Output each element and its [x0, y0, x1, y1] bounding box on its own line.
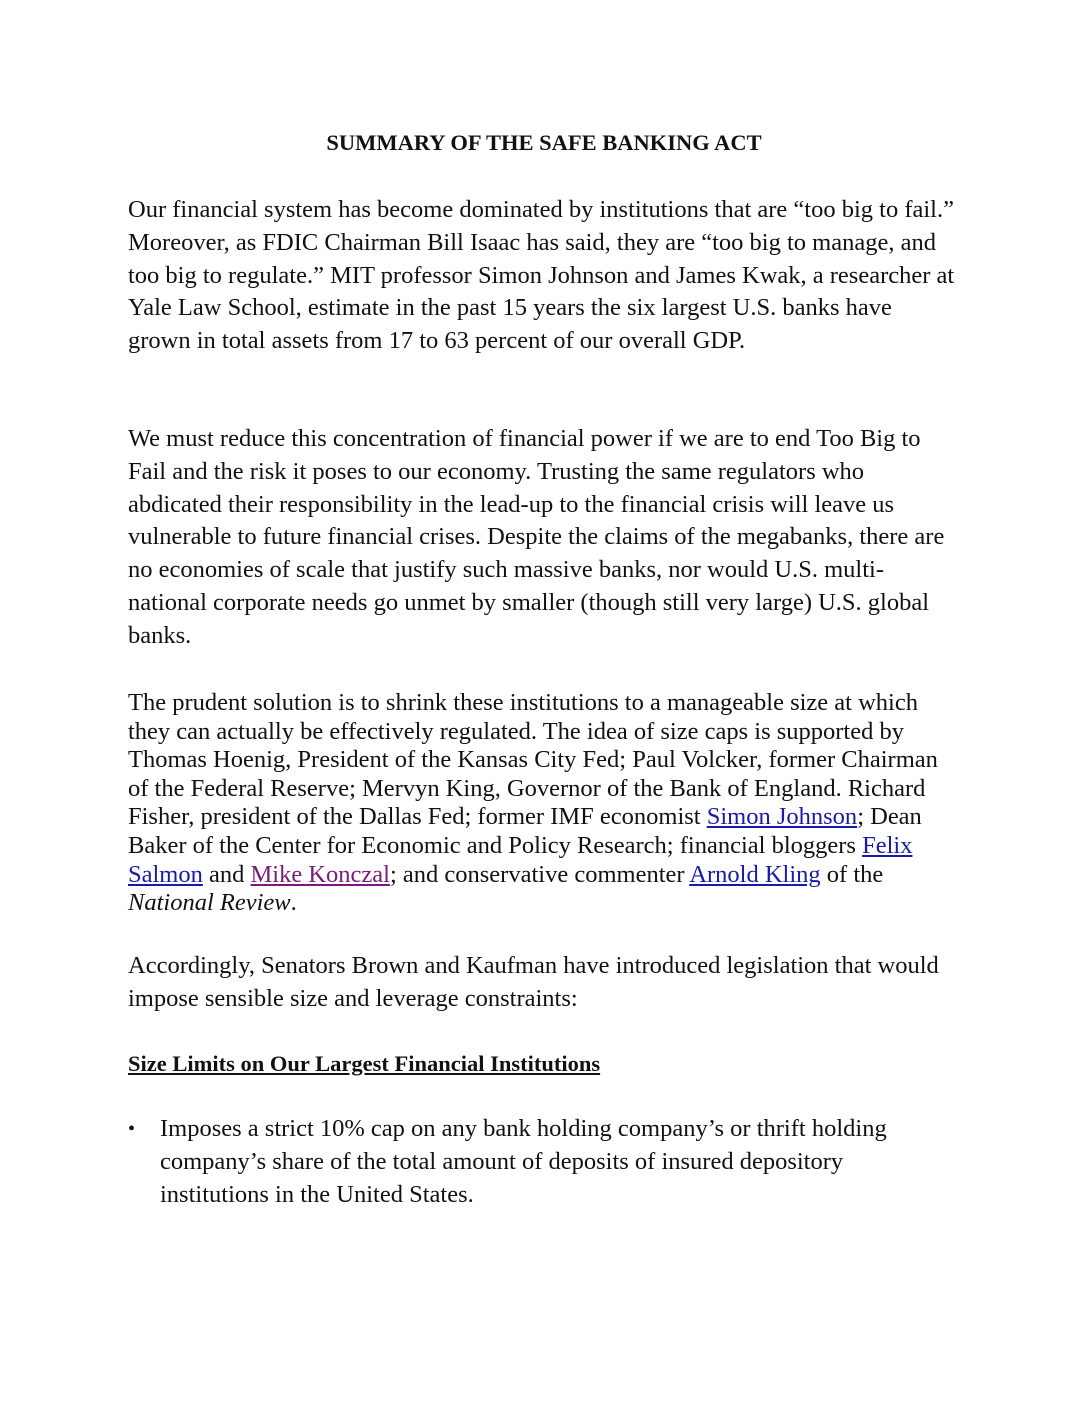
- bullet-text: Imposes a strict 10% cap on any bank holding company’s or thrift holding company’s share of the total amount of deposits of insured depository institutions in the United States.: [160, 1115, 887, 1208]
- link-felix-salmon[interactable]: Felix Salmon: [128, 831, 913, 888]
- list-item: [128, 1113, 958, 1211]
- solution-text-e: of the: [820, 860, 884, 888]
- solution-text-f: .: [290, 889, 297, 917]
- legislation-paragraph: Accordingly, Senators Brown and Kaufman have introduced legislation that would impose sensible size and leverage constraints:: [128, 952, 939, 1012]
- solution-text-b: ; Dean Baker of the Center for Economic and Policy Research; financial bloggers: [128, 803, 922, 859]
- bullet-icon: •: [128, 1118, 136, 1140]
- solution-text-d: ; and conservative commenter: [389, 860, 690, 888]
- bullet-list: [128, 1113, 958, 1211]
- link-simon-johnson[interactable]: Simon Johnson: [706, 803, 858, 831]
- section-heading: Size Limits on Our Largest Financial Institutions: [128, 1051, 601, 1076]
- solution-text-a: The prudent solution is to shrink these institutions to a manageable size at which they can actually be effectively regulated. The idea of size caps is supported by Thomas Hoenig, President of the Kansas City Fed; Paul Volcker, former Chairman of the Federal Reserve; Mervyn King, Governor of the Bank of England. Richard Fisher, president of the Dallas Fed; former IMF economist: [128, 689, 938, 831]
- publication-name: National Review: [128, 889, 291, 917]
- intro-paragraph: Our financial system has become dominated by institutions that are “too big to fail.” Moreover, as FDIC Chairman Bill Isaac has said, they are “too big to manage, and too big to regulate.” MIT professor Simon Johnson and James Kwak, a researcher at Yale Law School, estimate in the past 15 years the six largest U.S. banks have grown in total assets from 17 to 63 percent of our overall GDP.: [128, 196, 955, 355]
- solution-text-c: and: [202, 860, 251, 888]
- document-title: SUMMARY OF THE SAFE BANKING ACT: [326, 130, 762, 155]
- concentration-paragraph: We must reduce this concentration of financial power if we are to end Too Big to Fail and the risk it poses to our economy. Trusting the same regulators who abdicated their responsibility in the lead-up to the financial crisis will leave us vulnerable to future financial crises. Despite the claims of the megabanks, there are no economies of scale that justify such massive banks, nor would U.S. multi-national corporate needs go unmet by smaller (though still very large) U.S. global banks.: [128, 425, 945, 649]
- link-mike-konczal[interactable]: Mike Konczal: [250, 860, 390, 888]
- link-arnold-kling[interactable]: Arnold Kling: [689, 860, 821, 888]
- solution-paragraph: [128, 689, 958, 918]
